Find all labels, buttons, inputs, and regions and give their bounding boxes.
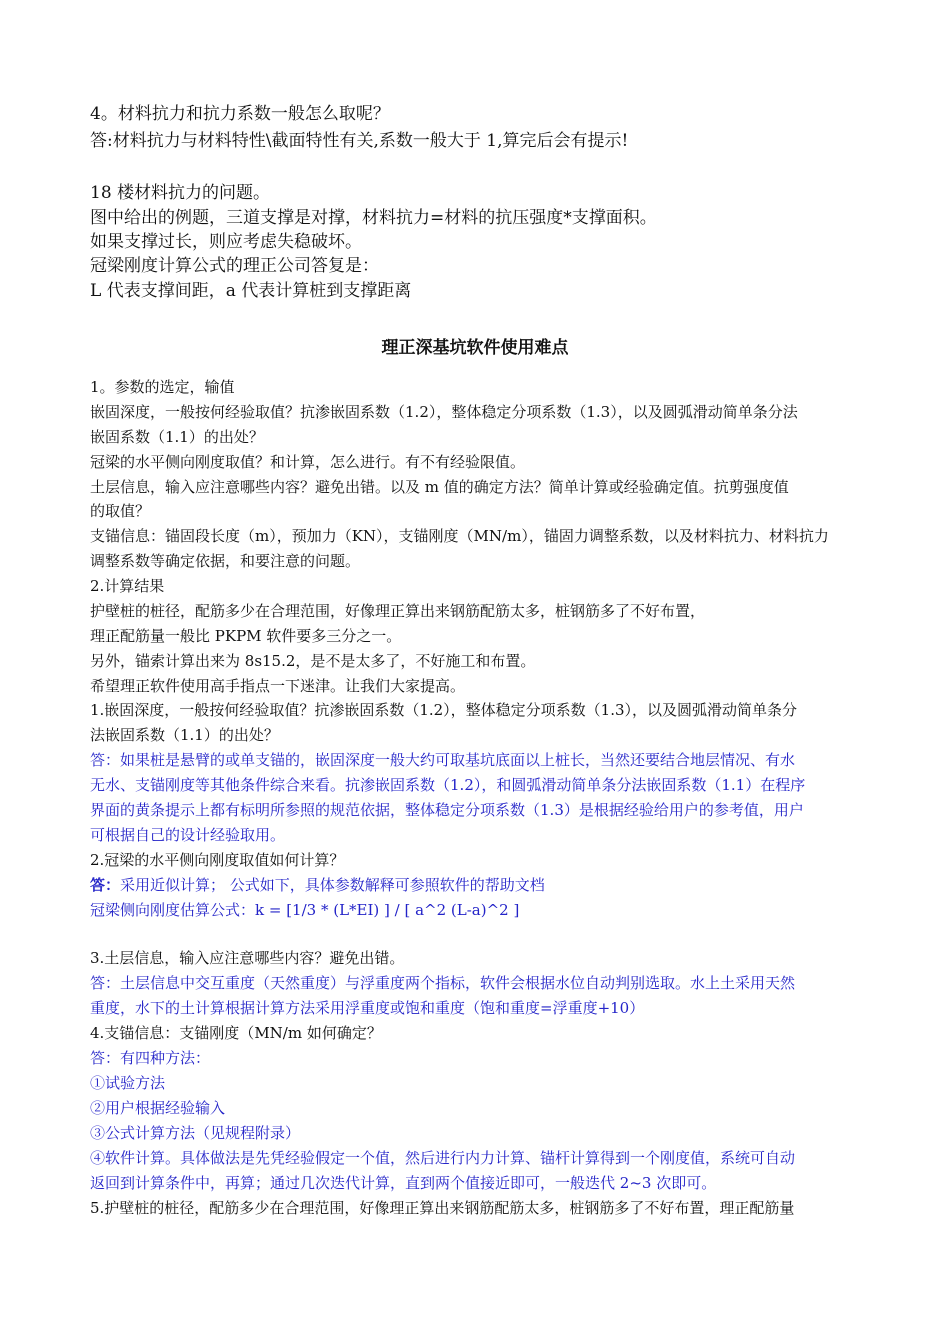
q4-line: 4.支锚信息：支锚刚度（MN/m 如何确定？ [90, 1024, 382, 1042]
a4-line: 答：有四种方法： [90, 1049, 211, 1067]
a3-line: 答：土层信息中交互重度（天然重度）与浮重度两个指标，软件会根据水位自动判别选取。水上土采用天然 [90, 974, 796, 992]
a4-line: ③公式计算方法（见规程附录） [90, 1124, 301, 1142]
section-title: 理正深基坑软件使用难点 [381, 338, 569, 358]
question-line: 1。参数的选定，输值 [90, 378, 235, 396]
a4-line: ④软件计算。具体做法是先凭经验假定一个值，然后进行内力计算、锚杆计算得到一个刚度值，系统可自动 [90, 1149, 796, 1167]
a2-line [90, 874, 545, 895]
a2-label: 答： [90, 876, 121, 894]
question-line: 希望理正软件使用高手指点一下迷津。让我们大家提高。 [90, 677, 466, 695]
a1-line: 界面的黄条提示上都有标明所参照的规范依据，整体稳定分项系数（1.3）是根据经验给用户的参考值，用户 [90, 801, 804, 819]
question-line: 嵌固系数（1.1）的出处？ [90, 428, 264, 446]
intro-line: 图中给出的例题，三道支撑是对撑，材料抗力=材料的抗压强度*支撑面积。 [90, 208, 657, 228]
question-line: 护壁桩的桩径，配筋多少在合理范围，好像理正算出来钢筋配筋太多，桩钢筋多了不好布置， [90, 602, 706, 620]
q5-line: 5.护壁桩的桩径，配筋多少在合理范围，好像理正算出来钢筋配筋太多，桩钢筋多了不好布置，理正配筋量 [90, 1199, 795, 1217]
question-line: 的取值？ [90, 502, 151, 520]
q1-line: 1.嵌固深度，一般按何经验取值？抗渗嵌固系数（1.2），整体稳定分项系数（1.3），以及圆弧滑动简单条分 [90, 701, 798, 719]
intro-line: 如果支撑过长，则应考虑失稳破坏。 [90, 232, 362, 252]
intro-answer: 答:材料抗力与材料特性\截面特性有关,系数一般大于 1,算完后会有提示! [90, 131, 629, 151]
a1-line: 答：如果桩是悬臂的或单支锚的，嵌固深度一般大约可取基坑底面以上桩长，当然还要结合地层情况、有水 [90, 751, 796, 769]
a4-line: ②用户根据经验输入 [90, 1099, 226, 1117]
question-line: 土层信息，输入应注意哪些内容？避免出错。以及 m 值的确定方法？简单计算或经验确定值。抗剪强度值 [90, 478, 789, 496]
a4-line: ①试验方法 [90, 1074, 166, 1092]
intro-question: 4。材料抗力和抗力系数一般怎么取呢？ [90, 104, 390, 124]
a4-line: 返回到计算条件中，再算；通过几次迭代计算，直到两个值接近即可，一般迭代 2~3 次即可。 [90, 1174, 717, 1192]
intro-line: 18 楼材料抗力的问题。 [90, 183, 271, 203]
q1-line: 法嵌固系数（1.1）的出处？ [90, 726, 279, 744]
question-line: 支锚信息：锚固段长度（m），预加力（KN），支锚刚度（MN/m），锚固力调整系数，以及材料抗力、材料抗力 [90, 527, 829, 545]
a1-line: 无水、支锚刚度等其他条件综合来看。抗渗嵌固系数（1.2），和圆弧滑动简单条分法嵌固系数（1.1）在程序 [90, 776, 806, 794]
a2-formula: 冠梁侧向刚度估算公式：k = [1/3 * (L*EI) ] / [ a^2 (L-a)^2 ] [90, 901, 520, 919]
question-line: 理正配筋量一般比 PKPM 软件要多三分之一。 [90, 627, 402, 645]
a3-line: 重度，水下的土计算根据计算方法采用浮重度或饱和重度（饱和重度=浮重度+10） [90, 999, 645, 1017]
question-line: 另外，锚索计算出来为 8s15.2，是不是太多了，不好施工和布置。 [90, 652, 536, 670]
question-line: 2.计算结果 [90, 577, 165, 595]
a1-line: 可根据自己的设计经验取用。 [90, 826, 286, 844]
question-line: 调整系数等确定依据，和要注意的问题。 [90, 552, 361, 570]
a2-text: 采用近似计算； 公式如下，具体参数解释可参照软件的帮助文档 [120, 876, 545, 894]
q2-line: 2.冠梁的水平侧向刚度取值如何计算？ [90, 851, 345, 869]
question-line: 冠梁的水平侧向刚度取值？和计算，怎么进行。有不有经验限值。 [90, 453, 526, 471]
intro-line: L 代表支撑间距，a 代表计算桩到支撑距离 [90, 281, 412, 301]
question-line: 嵌固深度，一般按何经验取值？抗渗嵌固系数（1.2），整体稳定分项系数（1.3），以及圆弧滑动简单条分法 [90, 403, 798, 421]
intro-line: 冠梁刚度计算公式的理正公司答复是： [90, 256, 379, 276]
q3-line: 3.土层信息，输入应注意哪些内容？避免出错。 [90, 949, 405, 967]
